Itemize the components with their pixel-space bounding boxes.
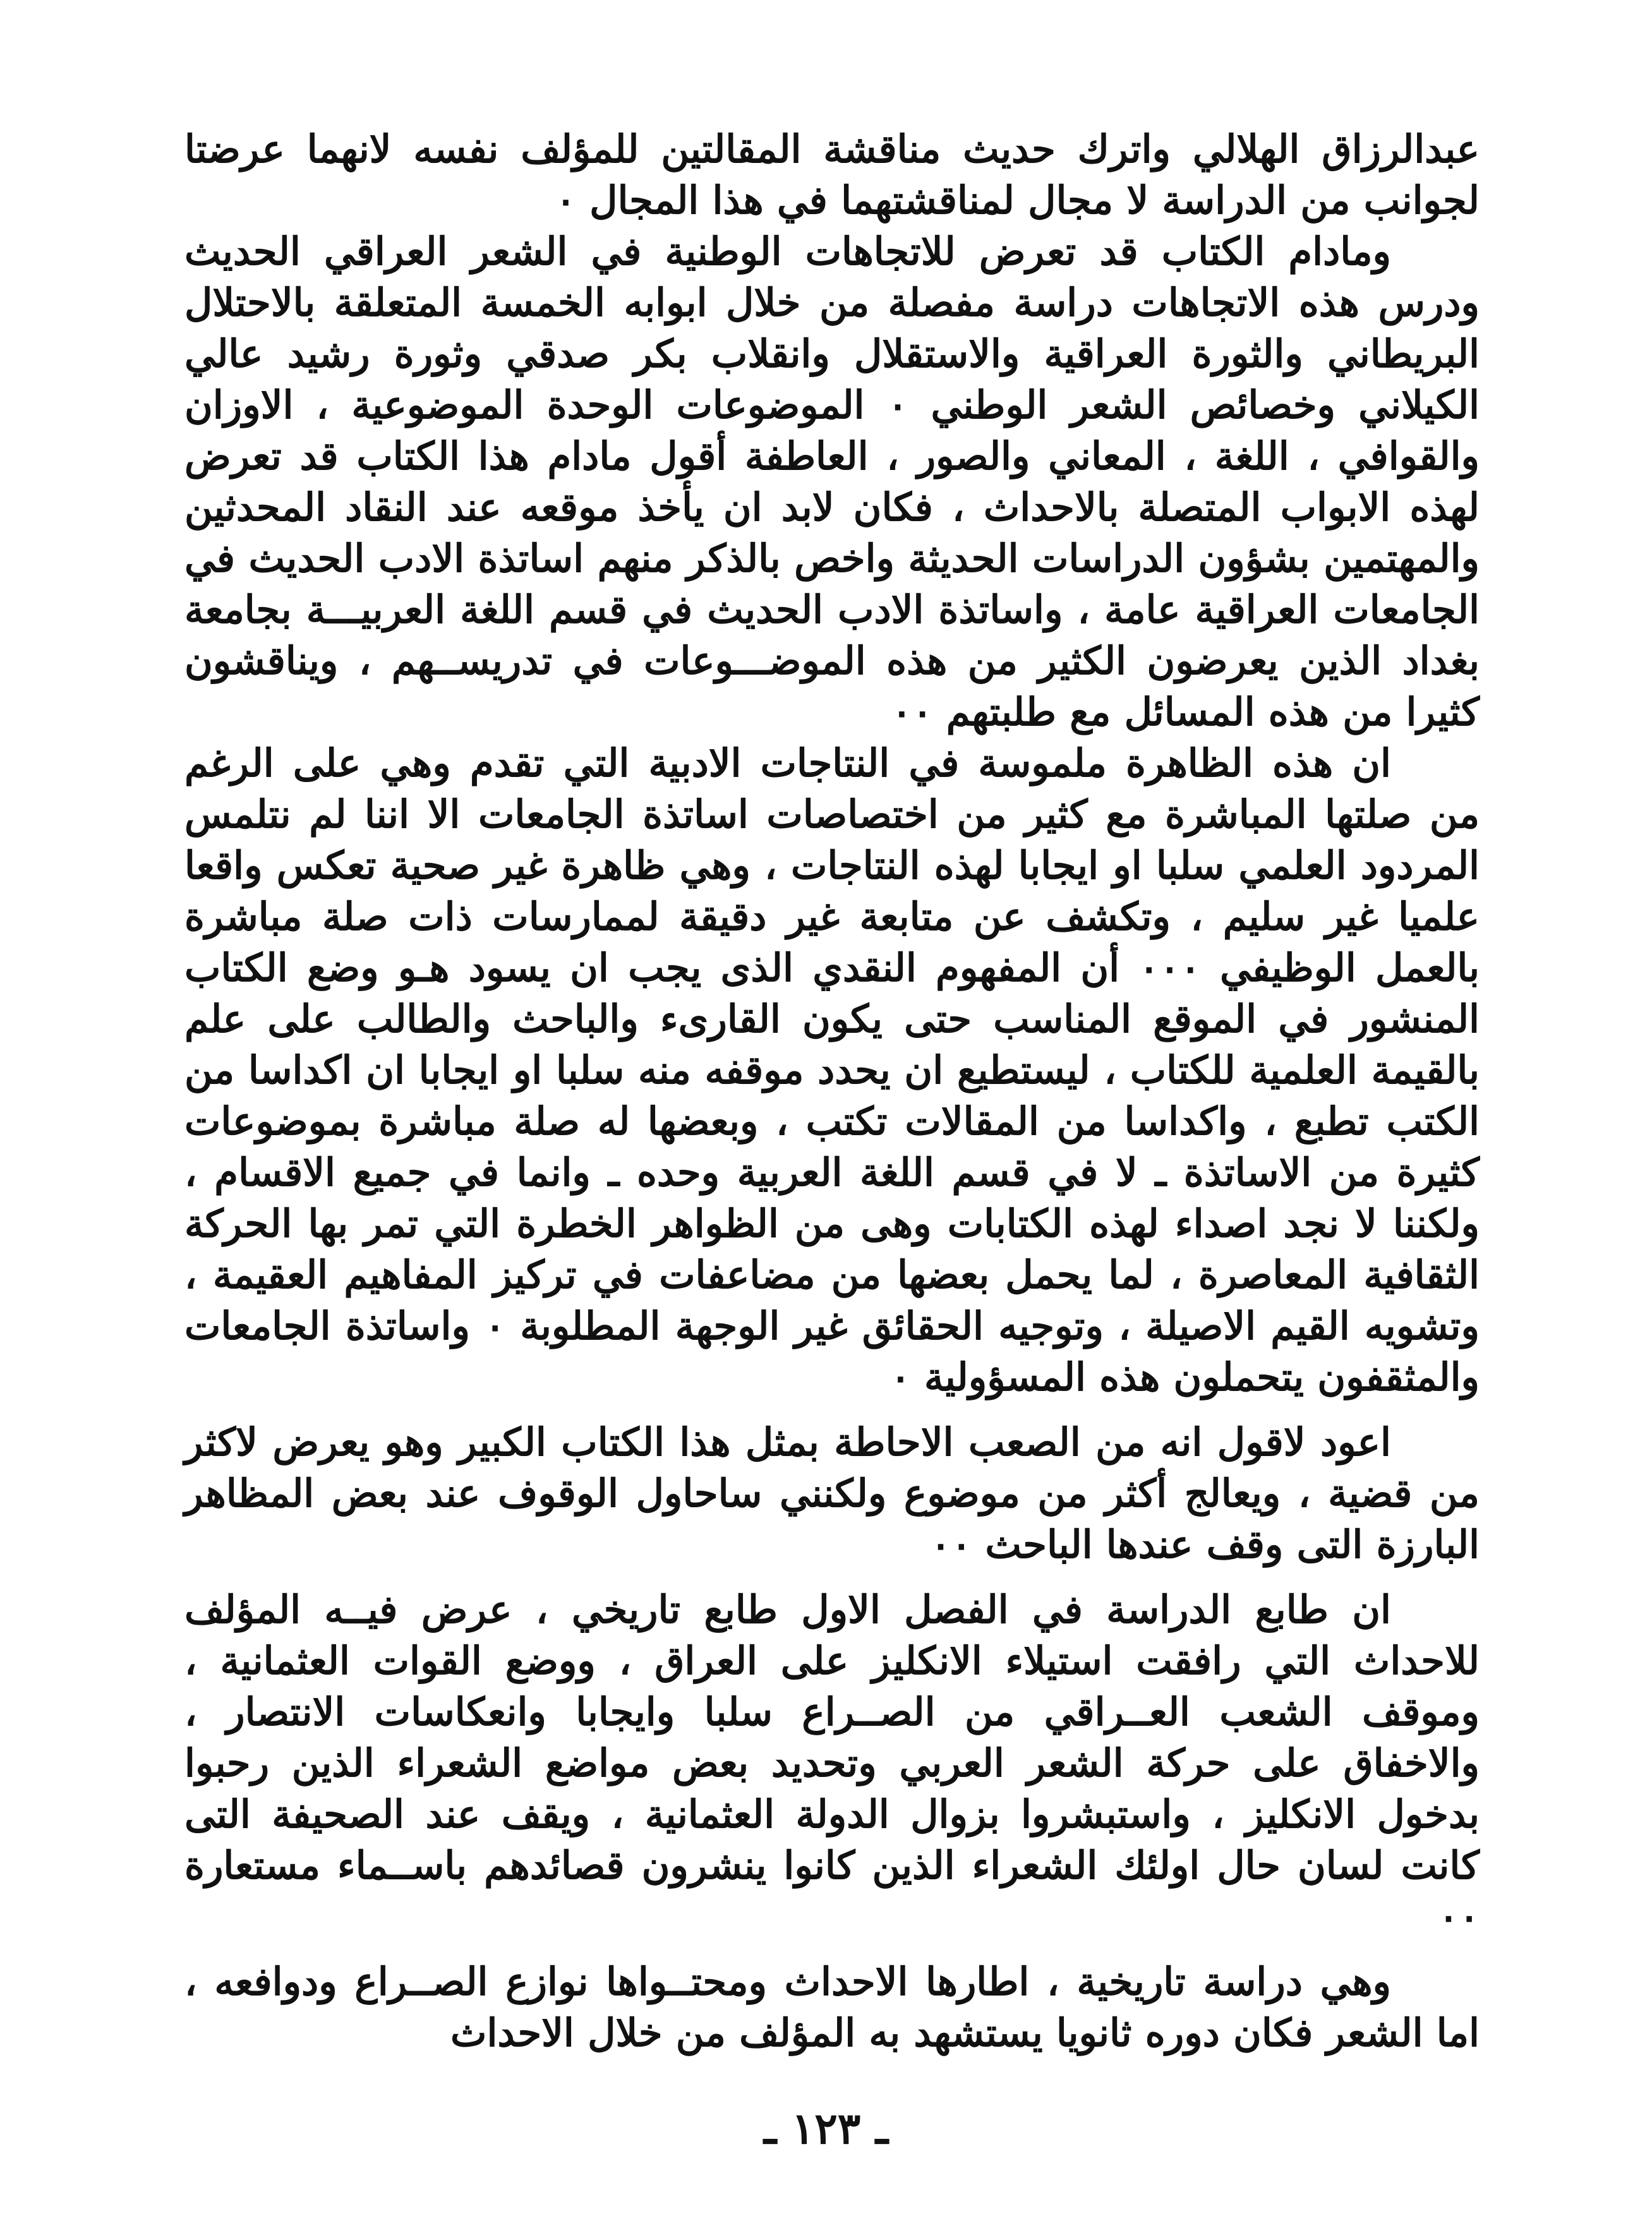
body-text bbox=[184, 124, 1480, 2059]
page-number: ـ ١٢٣ ـ bbox=[764, 2104, 888, 2154]
paragraph-2: ومادام الكتاب قد تعرض للاتجاهات الوطنية في الشعر العراقي الحديث ودرس هذه الاتجاهات دراسة مفصلة من خلال ابوابه الخمسة المتعلقة بالاحتلال البريطاني والثورة العراقية والاستقلال وانقلاب بكر صدقي وثورة رشيد عالي الكيلاني وخصائص الشعر الوطني ٠ الموضوعات الوحدة الموضوعية ، الاوزان والقوافي ، اللغة ، المعاني والصور ، العاطفة أقول مادام هذا الكتاب قد تعرض لهذه الابواب المتصلة بالاحداث ، فكان لابد ان يأخذ موقعه عند النقاد المحدثين والمهتمين بشؤون الدراسات الحديثة واخص بالذكر منهم اساتذة الادب الحديث في الجامعات العراقية عامة ، واساتذة الادب الحديث في قسم اللغة العربيـــة بجامعة بغداد الذين يعرضون الكثير من هذه الموضـــوعات في تدريســهم ، ويناقشون كثيرا من هذه المسائل مع طلبتهم ٠٠ bbox=[184, 229, 1480, 735]
paragraph-3: ان هذه الظاهرة ملموسة في النتاجات الادبية التي تقدم وهي على الرغم من صلتها المباشرة مع كثير من اختصاصات اساتذة الجامعات الا اننا لم نتلمس المردود العلمي سلبا او ايجابا لهذه النتاجات ، وهي ظاهرة غير صحية تعكس واقعا علميا غير سليم ، وتكشف عن متابعة غير دقيقة لممارسات ذات صلة مباشرة بالعمل الوظيفي ٠٠٠ أن المفهوم النقدي الذى يجب ان يسود هـو وضع الكتاب المنشور في الموقع المناسب حتى يكون القارىء والباحث والطالب على علم بالقيمة العلمية للكتاب ، ليستطيع ان يحدد موقفه منه سلبا او ايجابا ان اكداسا من الكتب تطبع ، واكداسا من المقالات تكتب ، وبعضها له صلة مباشرة بموضوعات كثيرة من الاساتذة ـ لا في قسم اللغة العربية وحده ـ وانما في جميع الاقسام ، ولكننا لا نجد اصداء لهذه الكتابات وهى من الظواهر الخطرة التي تمر بها الحركة الثقافية المعاصرة ، لما يحمل بعضها من مضاعفات في تركيز المفاهيم العقيمة ، وتشويه القيم الاصيلة ، وتوجيه الحقائق غير الوجهة المطلوبة ٠ واساتذة الجامعات والمثقفون يتحملون هذه المسؤولية ٠ bbox=[184, 741, 1480, 1400]
paragraph-1: عبدالرزاق الهلالي واترك حديث مناقشة المقالتين للمؤلف نفسه لانهما عرضتا لجوانب من الدراسة لا مجال لمناقشتهما في هذا المجال ٠ bbox=[184, 127, 1480, 223]
paragraph-5: ان طابع الدراسة في الفصل الاول طابع تاريخي ، عرض فيــه المؤلف للاحداث التي رافقت استيلاء الانكليز على العراق ، ووضع القوات العثمانية ، وموقف الشعب العــراقي من الصــراع سلبا وايجابا وانعكاسات الانتصار ، والاخفاق على حركة الشعر العربي وتحديد بعض مواضع الشعراء الذين رحبوا بدخول الانكليز ، واستبشروا بزوال الدولة العثمانية ، ويقف عند الصحيفة التى كانت لسان حال اولئك الشعراء الذين كانوا ينشرون قصائدهم باســماء مستعارة ٠٠ bbox=[184, 1587, 1480, 1939]
paragraph-4: اعود لاقول انه من الصعب الاحاطة بمثل هذا الكتاب الكبير وهو يعرض لاكثر من قضية ، ويعالج أكثر من موضوع ولكنني ساحاول الوقوف عند بعض المظاهر البارزة التى وقف عندها الباحث ٠٠ bbox=[184, 1420, 1480, 1567]
paragraph-6: وهي دراسة تاريخية ، اطارها الاحداث ومحتــواها نوازع الصــراع ودوافعه ، اما الشعر فكان دوره ثانويا يستشهد به المؤلف من خلال الاحداث bbox=[184, 1960, 1480, 2056]
